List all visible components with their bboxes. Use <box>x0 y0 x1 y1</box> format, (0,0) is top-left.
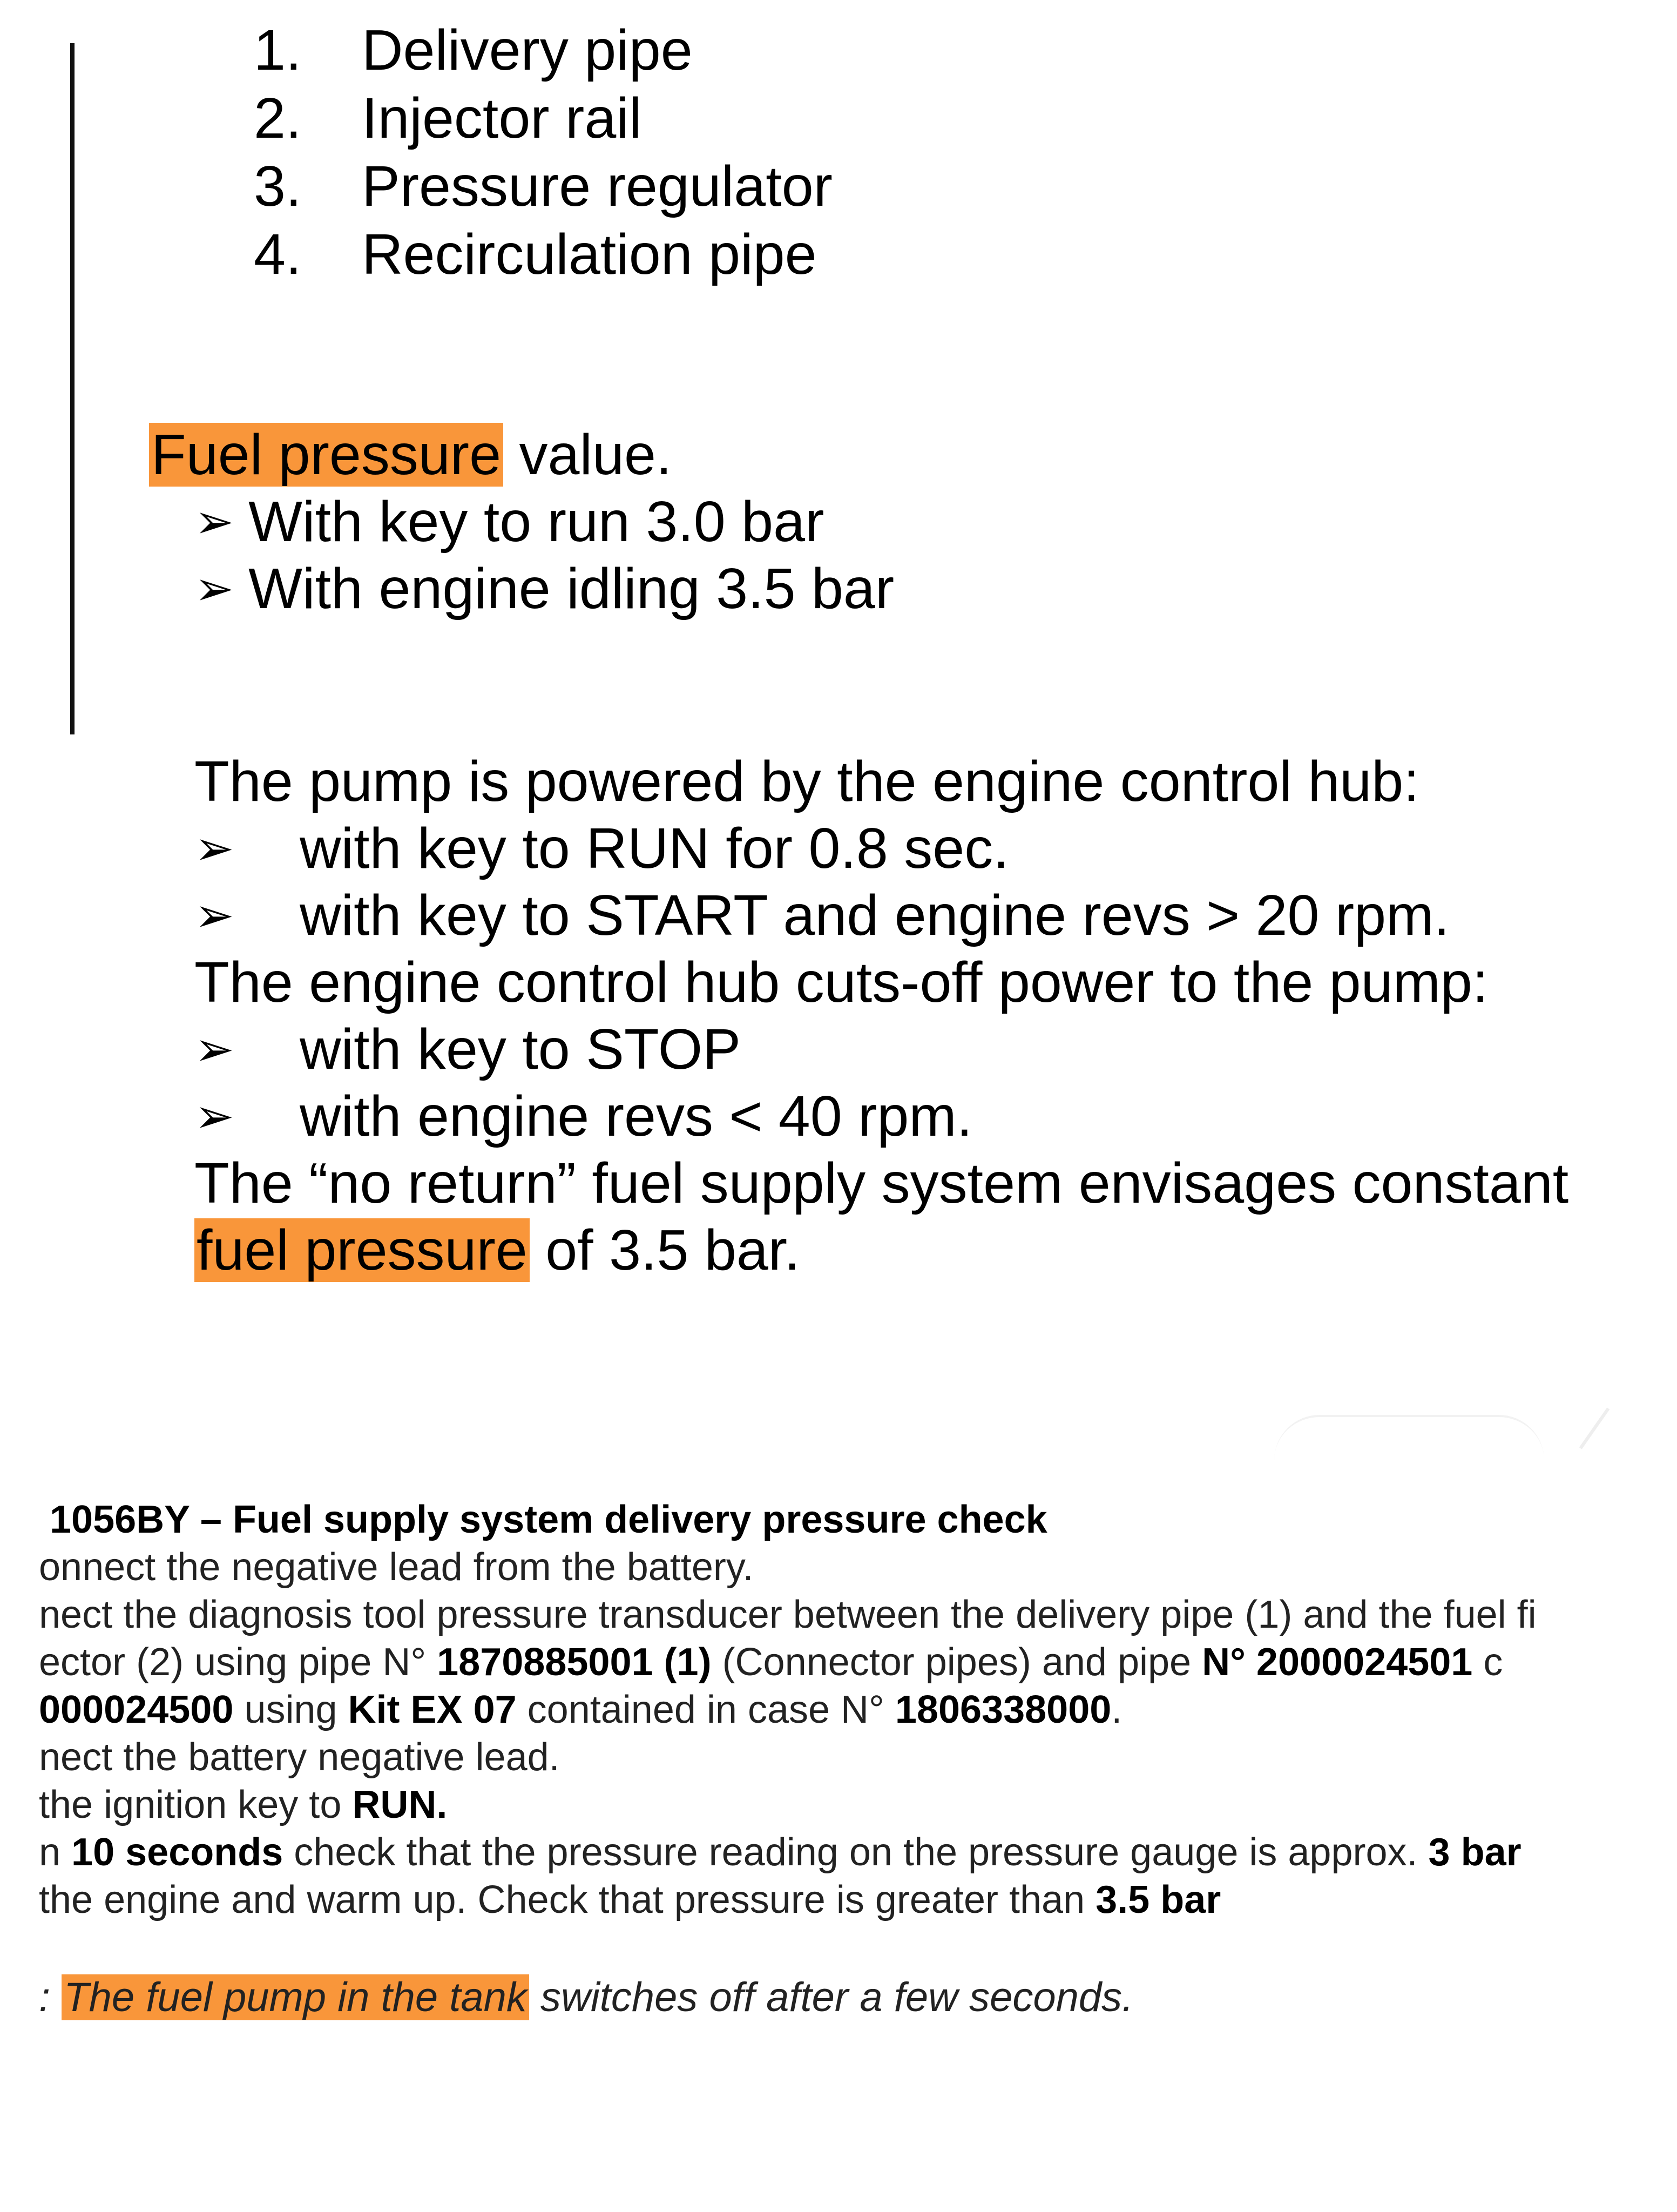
bullet-item: ➢ with key to RUN for 0.8 sec. <box>194 815 1568 882</box>
bullet-item: ➢ with key to STOP <box>194 1016 1568 1083</box>
procedure-title: 1056BY – Fuel supply system delivery pressure check <box>50 1498 1047 1541</box>
list-item: 4. Recirculation pipe <box>254 222 817 286</box>
bullet-item: ➢ With engine idling 3.5 bar <box>146 555 894 622</box>
procedure-step: ector (2) using pipe N° 1870885001 (1) (Connector pipes) and pipe N° 2000024501 c <box>39 1641 1503 1684</box>
procedure-step: nect the battery negative lead. <box>39 1736 560 1779</box>
pump-intro: The pump is powered by the engine control hub: <box>194 750 1419 813</box>
list-item: 1. Delivery pipe <box>254 18 693 82</box>
fuel-pressure-section <box>146 421 894 622</box>
no-return-text: The “no return” fuel supply system envisages constant <box>194 1151 1569 1215</box>
pump-section <box>194 748 1568 1284</box>
bullet-item: ➢ With key to run 3.0 bar <box>146 488 894 555</box>
fuel-pump-note: : The fuel pump in the tank switches off after a few seconds. <box>39 1974 1134 2020</box>
fuel-pressure-heading: Fuel pressure value. <box>149 421 894 488</box>
arrow-bullet-icon: ➢ <box>194 888 234 942</box>
highlight: Fuel pressure <box>149 423 503 487</box>
list-item: 3. Pressure regulator <box>254 154 833 218</box>
parts-list <box>254 16 833 288</box>
faint-artifact <box>1274 1415 1544 1460</box>
bullet-item: ➢ with key to START and engine revs > 20 rpm. <box>194 882 1568 949</box>
bullet-item: ➢ with engine revs < 40 rpm. <box>194 1083 1568 1150</box>
procedure-step: the engine and warm up. Check that pressure is greater than 3.5 bar <box>39 1878 1221 1921</box>
arrow-bullet-icon: ➢ <box>194 1022 234 1076</box>
highlight: fuel pressure <box>194 1218 530 1282</box>
procedure-step: onnect the negative lead from the battery. <box>39 1546 754 1589</box>
arrow-bullet-icon: ➢ <box>194 562 234 615</box>
arrow-bullet-icon: ➢ <box>194 821 234 875</box>
pressure-check-procedure <box>0 1496 1677 2036</box>
pump-cutoff: The engine control hub cuts-off power to the pump: <box>194 950 1489 1014</box>
faint-artifact <box>1579 1407 1610 1449</box>
margin-bar <box>70 43 75 734</box>
list-item: 2. Injector rail <box>254 86 642 150</box>
arrow-bullet-icon: ➢ <box>194 495 234 548</box>
procedure-step: nect the diagnosis tool pressure transducer between the delivery pipe (1) and the fuel fi <box>39 1593 1537 1636</box>
arrow-bullet-icon: ➢ <box>194 1089 234 1143</box>
no-return-text-2: fuel pressure of 3.5 bar. <box>194 1217 1568 1284</box>
highlight: The fuel pump in the tank <box>62 1974 529 2020</box>
procedure-step: n 10 seconds check that the pressure reading on the pressure gauge is approx. 3 bar <box>39 1831 1522 1874</box>
procedure-step: 000024500 using Kit EX 07 contained in case N° 1806338000. <box>39 1688 1122 1731</box>
procedure-step: the ignition key to RUN. <box>39 1783 448 1826</box>
